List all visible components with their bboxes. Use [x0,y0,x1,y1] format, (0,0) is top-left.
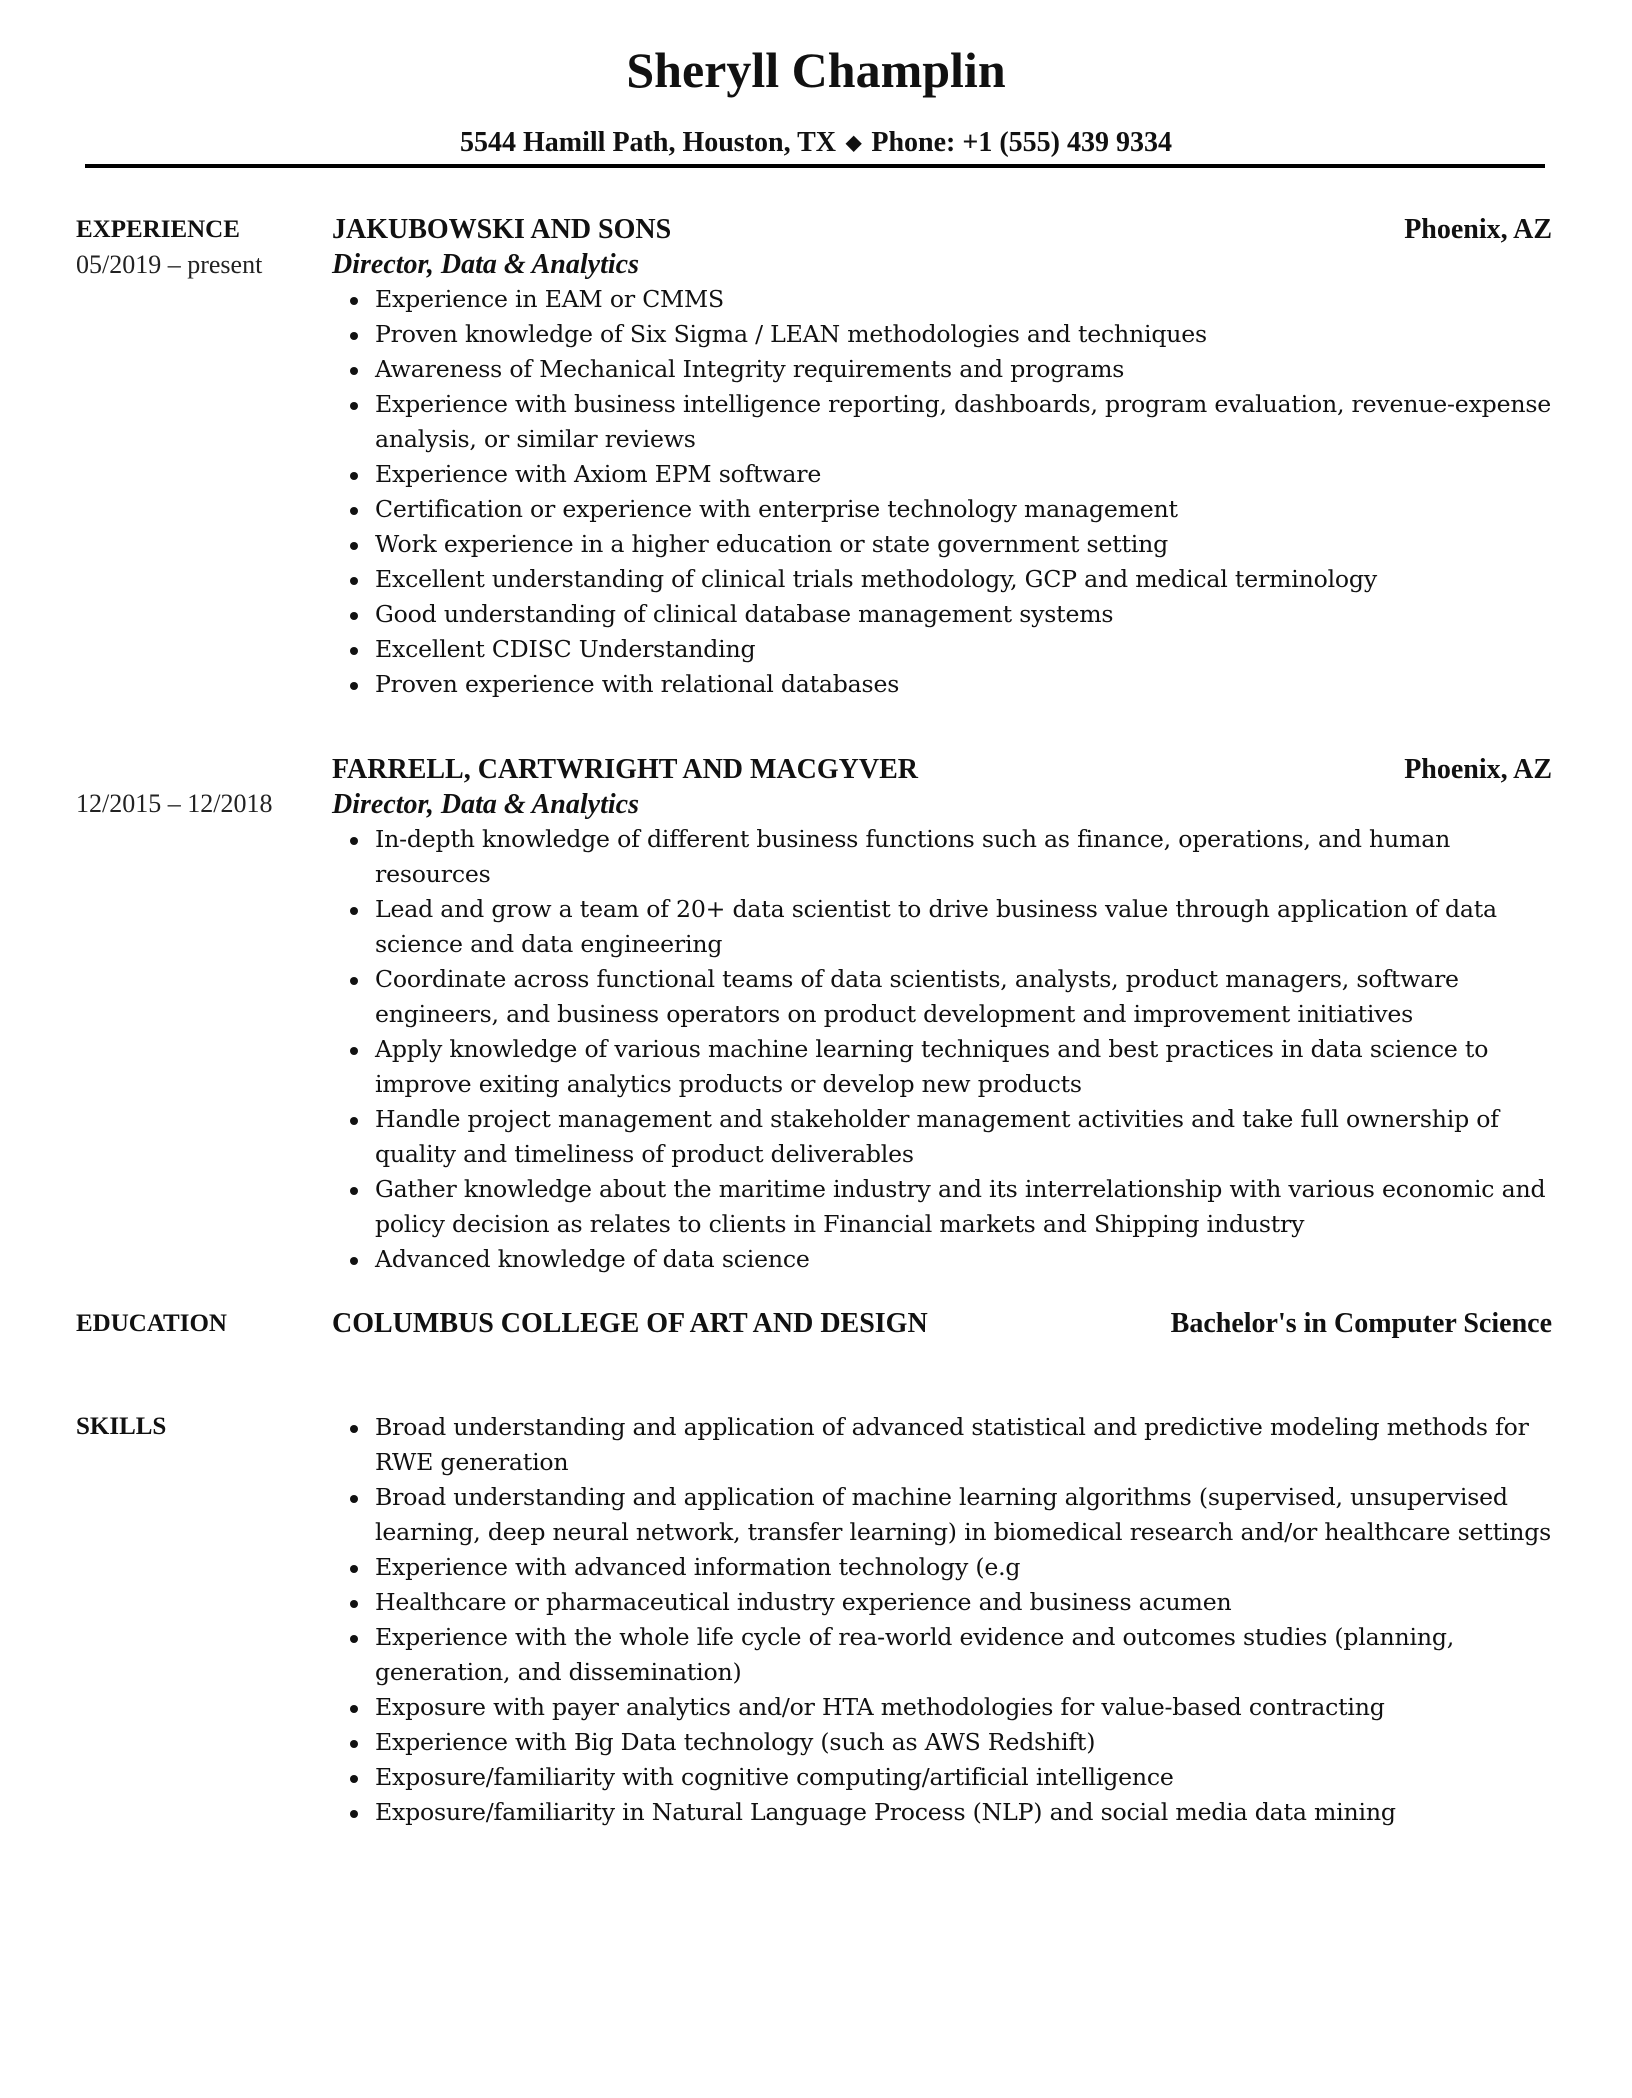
list-item: Advanced knowledge of data science [375,1242,1552,1277]
job-location: Phoenix, AZ [1404,214,1552,245]
job-date: 12/2015 – 12/2018 [76,789,273,818]
job-header [332,213,1552,247]
list-item: Healthcare or pharmaceutical industry experience and business acumen [375,1585,1552,1620]
list-item: Proven knowledge of Six Sigma / LEAN methodologies and techniques [375,317,1552,352]
job-title: Director, Data & Analytics [332,249,639,280]
list-item: Exposure with payer analytics and/or HTA methodologies for value-based contracting [375,1690,1552,1725]
list-item: Awareness of Mechanical Integrity requirements and programs [375,352,1552,387]
phone: Phone: +1 (555) 439 9334 [871,127,1172,158]
skills-bullet-list [375,1410,1552,1830]
contact-line [0,126,1632,162]
section-label-experience: EXPERIENCE [76,216,240,243]
list-item: Apply knowledge of various machine learning techniques and best practices in data science to improve exiting analytics products or develop new products [375,1032,1552,1102]
list-item: Experience with Axiom EPM software [375,457,1552,492]
list-item: Exposure/familiarity in Natural Language Process (NLP) and social media data mining [375,1795,1552,1830]
education-entry [332,1307,1552,1341]
list-item: Experience with business intelligence reporting, dashboards, program evaluation, revenue-expense analysis, or similar reviews [375,387,1552,457]
job-bullet-list [375,282,1552,702]
list-item: Excellent understanding of clinical trials methodology, GCP and medical terminology [375,562,1552,597]
degree: Bachelor's in Computer Science [1170,1308,1552,1339]
job-location: Phoenix, AZ [1404,754,1552,785]
job-entry [332,213,1552,702]
job-title: Director, Data & Analytics [332,789,639,820]
list-item: Lead and grow a team of 20+ data scientist to drive business value through application of data science and data engineering [375,892,1552,962]
job-bullet-list [375,822,1552,1277]
candidate-name: Sheryll Champlin [626,42,1006,98]
header-divider [85,164,1545,168]
job-entry [332,753,1552,1277]
address: 5544 Hamill Path, Houston, TX [460,127,836,158]
section-label-education: EDUCATION [76,1310,227,1337]
list-item: Good understanding of clinical database management systems [375,597,1552,632]
list-item: Experience in EAM or CMMS [375,282,1552,317]
list-item: Broad understanding and application of advanced statistical and predictive modeling methods for RWE generation [375,1410,1552,1480]
list-item: Excellent CDISC Understanding [375,632,1552,667]
list-item: Experience with Big Data technology (such as AWS Redshift) [375,1725,1552,1760]
education-header [332,1307,1552,1341]
company-name: JAKUBOWSKI AND SONS [332,214,672,245]
list-item: Certification or experience with enterprise technology management [375,492,1552,527]
list-item: Work experience in a higher education or state government setting [375,527,1552,562]
list-item: Gather knowledge about the maritime industry and its interrelationship with various economic and policy decision as relates to clients in Financial markets and Shipping industry [375,1172,1552,1242]
section-label-skills: SKILLS [76,1413,167,1440]
job-header [332,753,1552,787]
list-item: Broad understanding and application of machine learning algorithms (supervised, unsupervised learning, deep neural network, transfer learning) in biomedical research and/or healthcare settings [375,1480,1552,1550]
list-item: Handle project management and stakeholder management activities and take full ownership of quality and timeliness of product deliverables [375,1102,1552,1172]
list-item: Experience with the whole life cycle of rea-world evidence and outcomes studies (planning, generation, and dissemination) [375,1620,1552,1690]
list-item: Exposure/familiarity with cognitive computing/artificial intelligence [375,1760,1552,1795]
list-item: Experience with advanced information technology (e.g [375,1550,1552,1585]
skills-entry [332,1410,1552,1830]
diamond-separator-icon: ◆ [845,132,862,154]
school-name: COLUMBUS COLLEGE OF ART AND DESIGN [332,1308,928,1339]
list-item: Coordinate across functional teams of data scientists, analysts, product managers, software engineers, and business operators on product development and improvement initiatives [375,962,1552,1032]
list-item: Proven experience with relational databases [375,667,1552,702]
list-item: In-depth knowledge of different business functions such as finance, operations, and human resources [375,822,1552,892]
job-date: 05/2019 – present [76,250,263,279]
company-name: FARRELL, CARTWRIGHT AND MACGYVER [332,754,919,785]
